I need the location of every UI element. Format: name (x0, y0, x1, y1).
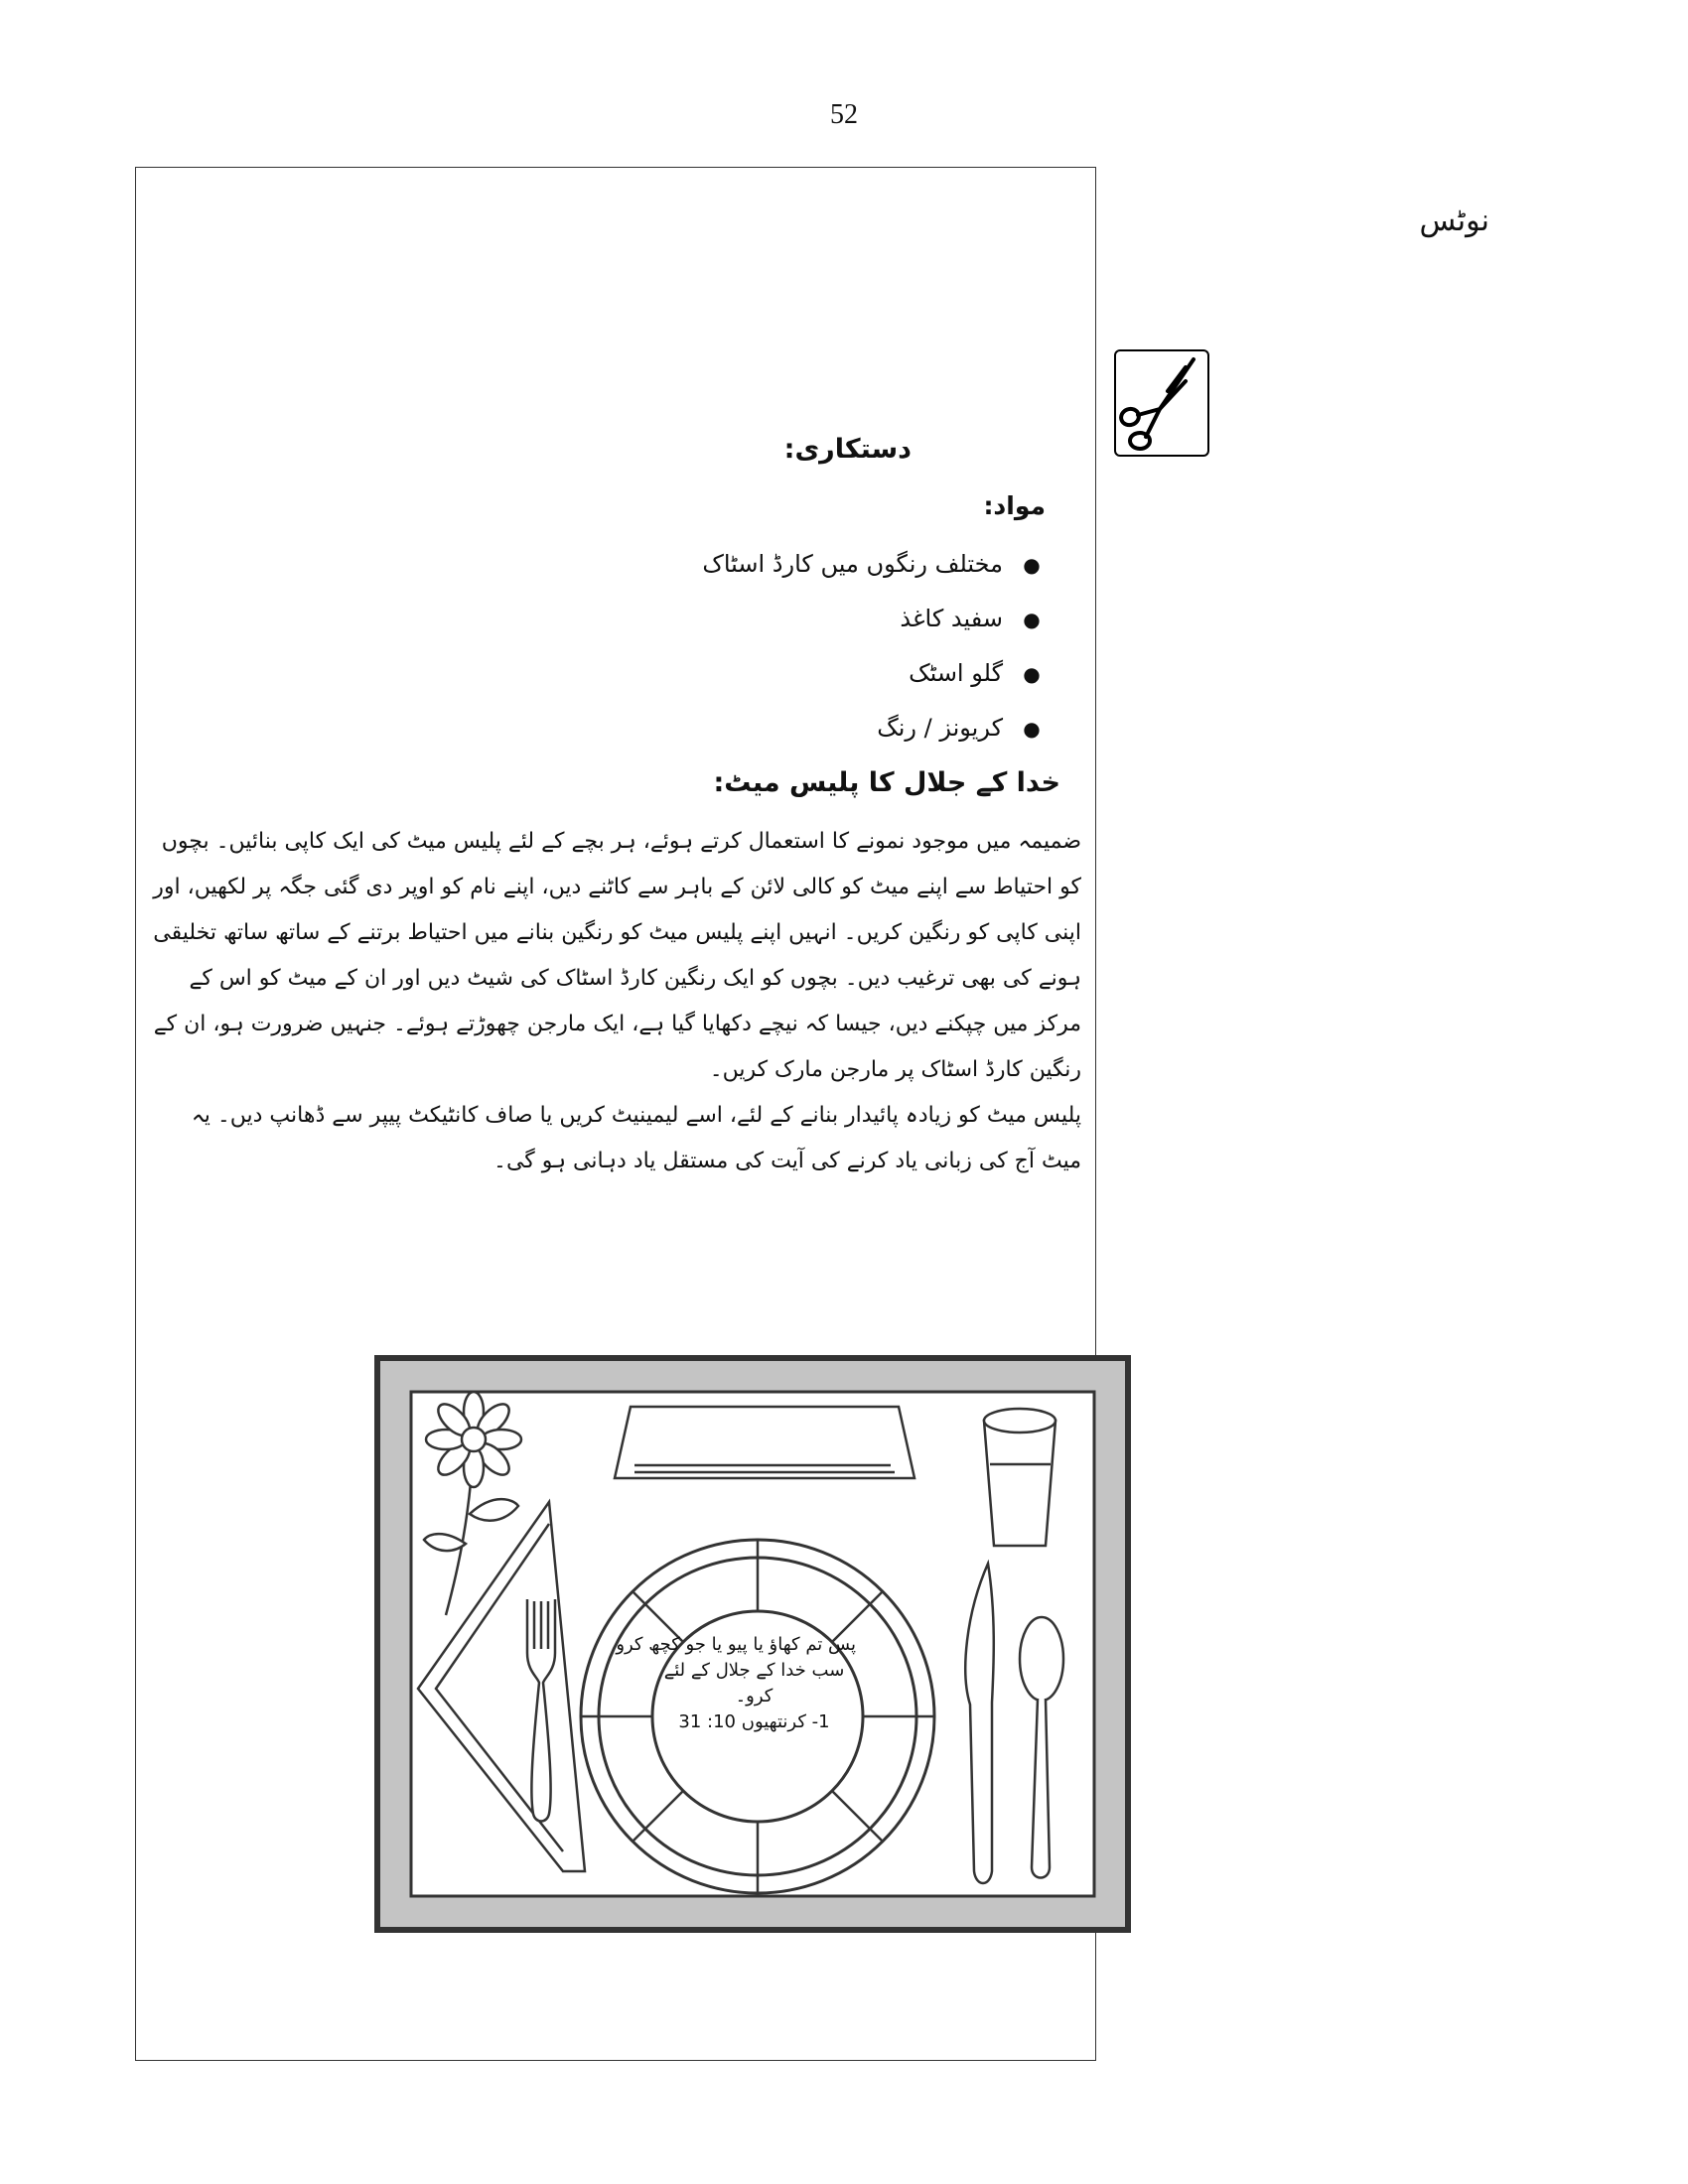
verse-reference: 1- کرنتھیوں 10: 31 (678, 1711, 830, 1732)
instructions-paragraph: پلیس میٹ کو زیادہ پائیدار بنانے کے لئے، اسے لیمینیٹ کریں یا صاف کانٹیکٹ پیپر سے ڈھانپ دیں۔ یہ میٹ آج کی زبانی یاد کرنے کی آیت کی مستقل یاد دہانی ہو گی۔ (191, 1103, 1081, 1173)
material-label: گلو اسٹک (909, 659, 1003, 687)
material-label: مختلف رنگوں میں کارڈ اسٹاک (702, 550, 1003, 578)
list-item: ●مختلف رنگوں میں کارڈ اسٹاک (702, 550, 1041, 578)
verse-line: سب خدا کے جلال کے لئے (663, 1660, 845, 1681)
page-number: 52 (830, 99, 858, 130)
list-item: ●سفید کاغذ (900, 605, 1041, 632)
notes-label: نوٹس (1419, 204, 1489, 238)
list-item: ●گلو اسٹک (909, 659, 1041, 687)
cup-icon (984, 1409, 1055, 1546)
instructions-text (148, 819, 1081, 1184)
materials-list (702, 543, 1060, 761)
placemat-verse (616, 1632, 856, 1735)
section-heading: خدا کے جلال کا پلیس میٹ: (713, 767, 1060, 798)
material-label: سفید کاغذ (900, 605, 1003, 632)
craft-heading: دستکاری: (783, 434, 912, 465)
list-item: ●کریونز / رنگ (877, 714, 1041, 742)
scissors-icon (1114, 349, 1209, 457)
material-label: کریونز / رنگ (877, 714, 1003, 742)
instructions-paragraph: ضمیمہ میں موجود نمونے کا استعمال کرتے ہوئے، ہر بچے کے لئے پلیس میٹ کی ایک کاپی بنائیں۔ بچوں کو احتیاط سے اپنے میٹ کو کالی لائن کے باہر سے کاٹنے دیں، اپنے نام کو اوپر دی گئی جگہ پر لکھیں، اور اپنی کاپی کو رنگین کریں۔ انہیں اپنے پلیس میٹ کو رنگین بنانے میں احتیاط برتنے کے ساتھ ساتھ تخلیقی ہونے کی بھی ترغیب دیں۔ بچوں کو ایک رنگین کارڈ اسٹاک کی شیٹ دیں اور ان کے میٹ کو اس کے مرکز میں چپکنے دیں، جیسا کہ نیچے دکھایا گیا ہے، ایک مارجن چھوڑتے ہوئے۔ جنہیں ضرورت ہو، ان کے رنگین کارڈ اسٹاک پر مارجن مارک کریں۔ (153, 829, 1081, 1082)
materials-heading: مواد: (983, 491, 1046, 520)
verse-line: پس تم کھاؤ یا پیو یا جو کچھ کرو (616, 1634, 856, 1655)
lesson-frame (135, 167, 1096, 2061)
name-card (615, 1407, 914, 1478)
verse-line: کرو۔ (735, 1686, 774, 1706)
